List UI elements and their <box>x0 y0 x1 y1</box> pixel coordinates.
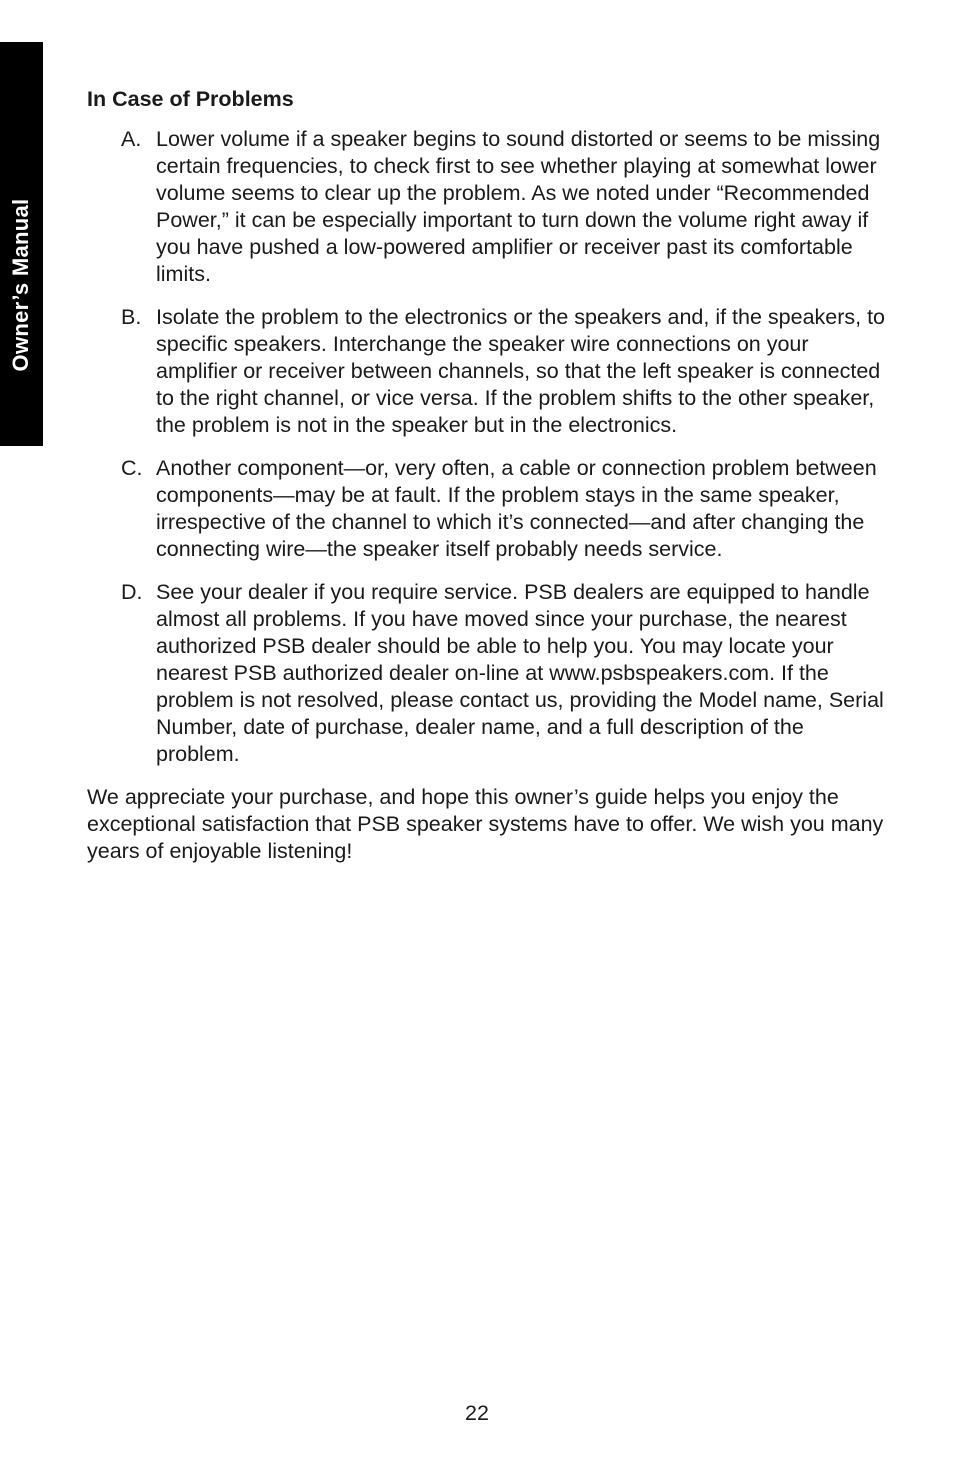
list-item-letter: A. <box>121 127 142 151</box>
list-item-text: See your dealer if you require service. PSB dealers are equipped to handle almost all problems. If you have moved since your purchase, the nearest authorized PSB dealer should be able to help you. You may locate your nearest PSB authorized dealer on-line at www.psbspeakers.com. If the problem is not resolved, please contact us, providing the Model name, Serial Number, date of purchase, dealer name, and a full description of the problem. <box>156 580 884 766</box>
list-item <box>87 304 887 439</box>
list-item <box>87 126 887 288</box>
list-item <box>87 579 887 768</box>
list-item-letter: B. <box>121 305 142 329</box>
closing-paragraph: We appreciate your purchase, and hope this owner’s guide helps you enjoy the exceptional satisfaction that PSB speaker systems have to offer. We wish you many years of enjoyable listening! <box>87 785 884 863</box>
side-tab <box>0 42 43 446</box>
list-item-text: Another component—or, very often, a cable or connection problem between components—may be at fault. If the problem stays in the same speaker, irrespective of the channel to which it’s connected—and after changing the connecting wire—the speaker itself probably needs service. <box>156 456 877 561</box>
problem-list <box>87 126 887 768</box>
list-item-letter: D. <box>121 580 143 604</box>
list-item-text: Isolate the problem to the electronics or the speakers and, if the speakers, to specific speakers. Interchange the speaker wire connections on your amplifier or receiver between channels, so that the left speaker is connected to the right channel, or vice versa. If the problem shifts to the other speaker, the problem is not in the speaker but in the electronics. <box>156 305 886 437</box>
list-item-text: Lower volume if a speaker begins to sound distorted or seems to be missing certain frequencies, to check first to see whether playing at somewhat lower volume seems to clear up the problem. As we noted under “Recommended Power,” it can be especially important to turn down the volume right away if you have pushed a low-powered amplifier or receiver past its comfortable limits. <box>156 127 881 286</box>
page-number: 22 <box>465 1401 489 1425</box>
side-tab-label: Owner’s Manual <box>8 198 33 372</box>
page-content <box>87 86 887 865</box>
list-item <box>87 455 887 563</box>
section-heading: In Case of Problems <box>87 87 294 111</box>
list-item-letter: C. <box>121 456 143 480</box>
